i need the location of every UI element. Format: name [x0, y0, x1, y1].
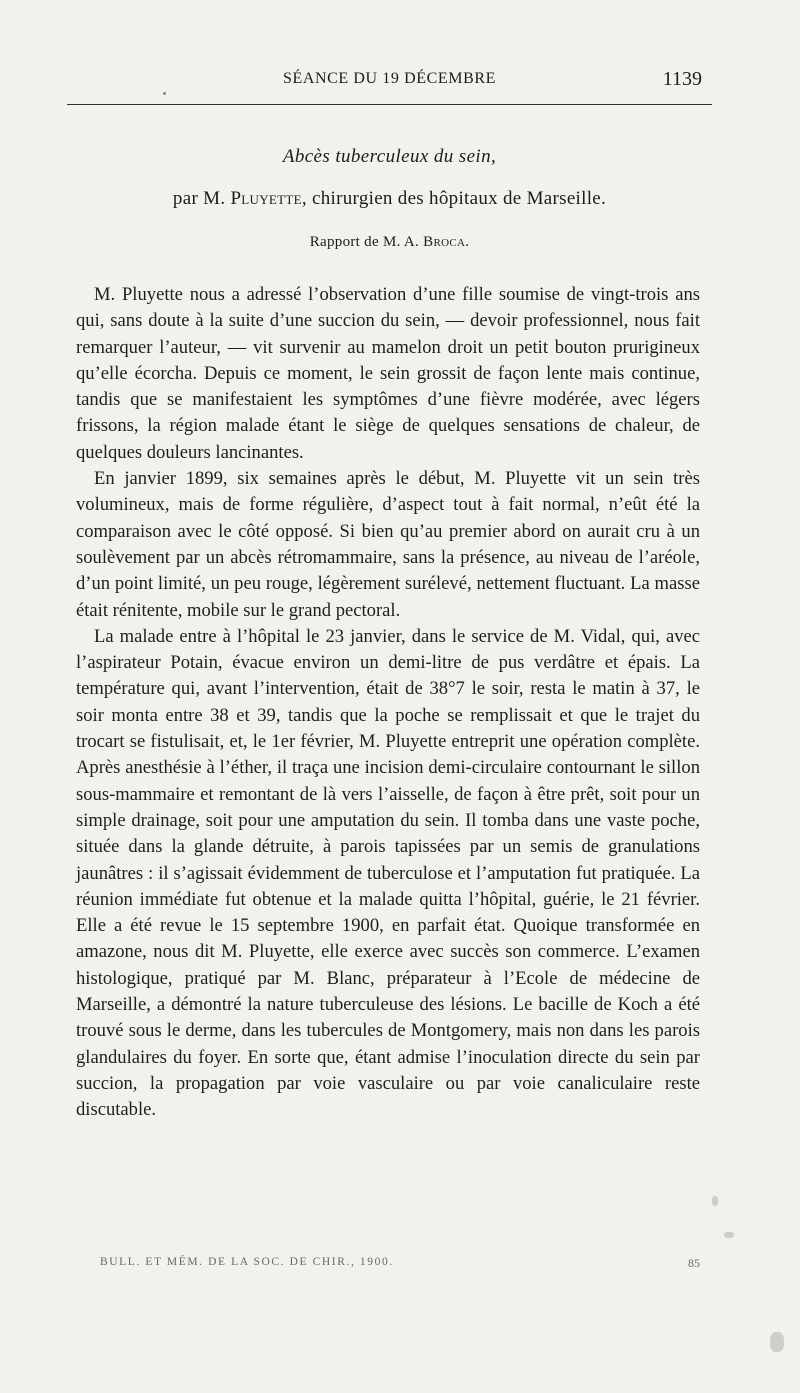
paragraph: En janvier 1899, six semaines après le début, M. Pluyette vit un sein très volumineux, mais de forme régulière, d’aspect tout à fait normal, n’eût été la comparaison avec le côté opposé. Si bien qu’au premier abord on aurait cru à un soulèvement par un abcès rétromammaire, sans la présence, au niveau de l’aréole, d’un point limité, un peu rouge, légèrement surélevé, nettement fluctuant. La masse était rénitente, mobile sur le grand pectoral. — [76, 468, 700, 621]
author-suffix: , chirurgien des hôpitaux de Marseille. — [301, 188, 607, 209]
page-number: 1139 — [662, 68, 702, 90]
paragraph: M. Pluyette nous a adressé l’observation d’une fille soumise de vingt-trois ans qui, sans doute à la suite d’une succion du sein, — devoir professionnel, nous fait remarquer l’auteur, — vit survenir au mamelon droit un petit bouton prurigineux qu’elle écorcha. Depuis ce moment, le sein grossit de façon lente mais continue, tandis que se manifestaient les symptômes d’une fièvre modérée, avec légers frissons, la région malade étant le siège de quelques sensations de chaleur, de quelques douleurs lancinantes. — [76, 284, 700, 463]
report-line — [67, 234, 712, 251]
scan-smudge — [712, 1196, 718, 1206]
report-suffix: . — [465, 234, 470, 250]
author-line — [67, 188, 712, 210]
article-title: Abcès tuberculeux du sein, — [282, 146, 497, 167]
author-name: Pluyette — [230, 188, 302, 209]
report-prefix: Rapport de M. A. — [309, 234, 424, 250]
header-rule — [67, 104, 712, 105]
report-name: Broca — [423, 234, 466, 250]
footer-journal: BULL. ET MÉM. DE LA SOC. DE CHIR., 1900. — [100, 1256, 394, 1268]
article-body — [76, 282, 700, 1124]
print-speck — [163, 92, 166, 95]
scan-smudge — [724, 1232, 734, 1238]
author-prefix: par M. — [172, 188, 231, 209]
paragraph: La malade entre à l’hôpital le 23 janvier, dans le service de M. Vidal, qui, avec l’aspirateur Potain, évacue environ un demi-litre de pus verdâtre et épais. La température qui, avant l’intervention, était de 38°7 le soir, resta le matin à 37, le soir monta entre 38 et 39, tandis que la poche se remplissait et que le trajet du trocart se fistulisait, et, le 1er février, M. Pluyette entreprit une opération complète. Après anesthésie à l’éther, il traça une incision demi-circulaire contournant le sillon sous-mammaire et remontant de là vers l’aisselle, de façon à être prêt, soit pour un simple drainage, soit pour une amputation du sein. Il tomba dans une vaste poche, située dans la glande détruite, à parois tapissées par un semis de granulations jaunâtres : il s’agissait évidemment de tuberculose et l’amputation fut pratiquée. La réunion immédiate fut obtenue et la malade quitta l’hôpital, guérie, le 21 février. Elle a été revue le 15 septembre 1900, en parfait état. Quoique transformée en amazone, nous dit M. Pluyette, elle exerce avec succès son commerce. L’examen histologique, pratiqué par M. Blanc, préparateur à l’Ecole de médecine de Marseille, a démontré la nature tuberculeuse des lésions. Le bacille de Koch a été trouvé sous le derme, dans les tubercules de Montgomery, mais non dans les parois glandulaires du foyer. En sorte que, étant admise l’inoculation directe du sein par succion, la propagation par voie vasculaire ou par voie canaliculaire reste discutable. — [76, 625, 700, 1121]
footer-signature: 85 — [688, 1256, 700, 1270]
page-footer — [100, 1256, 700, 1276]
running-head-title: SÉANCE DU 19 DÉCEMBRE — [282, 70, 497, 87]
scan-smudge — [770, 1332, 784, 1352]
